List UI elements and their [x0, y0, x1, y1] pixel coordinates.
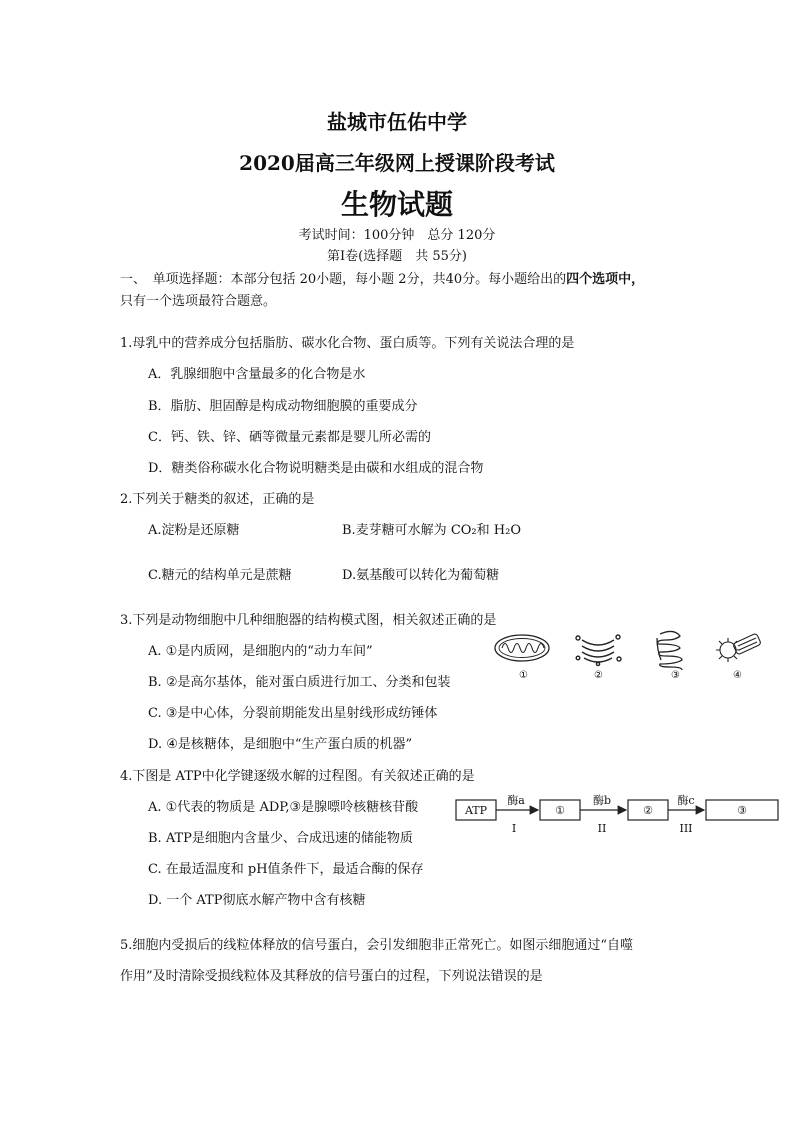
mitochondrion-icon [495, 635, 549, 661]
question-5-stem-line1: 5.细胞内受损后的线粒体释放的信号蛋白，会引发细胞非正常死亡。如图示细胞通过“自噬 [120, 938, 634, 953]
organelle-label-4: ④ [733, 670, 742, 681]
question-2-option-d: D.氨基酸可以转化为葡萄糖 [342, 568, 500, 583]
flow-box-2-label: ② [643, 804, 653, 817]
organelle-diagram [494, 628, 770, 684]
flow-box-3-label: ③ [737, 804, 747, 817]
question-4-option-b: B. ATP是细胞内含量少、合成迅速的储能物质 [148, 831, 413, 846]
section-instructions-line1 [120, 268, 644, 287]
question-1-option-c: C．钙、铁、锌、硒等微量元素都是婴儿所必需的 [148, 430, 431, 445]
question-2-option-b: B.麦芽糖可水解为 CO₂和 H₂O [342, 523, 521, 538]
question-1-stem: 1.母乳中的营养成分包括脂肪、碳水化合物、蛋白质等。下列有关说法合理的是 [120, 336, 575, 351]
step-3-label: III [679, 822, 693, 835]
enzyme-b-label: 酶b [592, 794, 612, 807]
question-3-stem: 3.下列是动物细胞中几种细胞器的结构模式图，相关叙述正确的是 [120, 613, 497, 628]
question-3-option-d: D. ④是核糖体，是细胞中“生产蛋白质的机器” [148, 737, 413, 752]
question-4-option-d: D. 一个 ATP彻底水解产物中含有核糖 [148, 893, 366, 908]
question-4-option-a: A. ①代表的物质是 ADP,③是腺嘌呤核糖核苷酸 [148, 800, 419, 815]
part-title: 第Ⅰ卷(选择题 共 55分) [327, 249, 467, 264]
golgi-apparatus-icon [576, 635, 621, 666]
enzyme-c-label: 酶c [677, 794, 695, 807]
enzyme-a-label: 酶a [507, 794, 525, 807]
subject-title: 生物试题 [340, 188, 453, 221]
atp-hydrolysis-diagram [454, 790, 784, 836]
question-3-option-c: C. ③是中心体，分裂前期能发出星射线形成纺锤体 [148, 706, 438, 721]
question-4-option-c: C. 在最适温度和 pH值条件下，最适合酶的保存 [148, 862, 424, 877]
section-instructions-line2: 只有一个选项最符合题意。 [120, 294, 277, 309]
section-instructions-bold: 四个选项中， [566, 272, 645, 287]
flow-box-1-label: ① [555, 804, 565, 817]
question-3-option-b: B. ②是高尔基体，能对蛋白质进行加工、分类和包装 [148, 675, 451, 690]
exam-title: 2020届高三年级网上授课阶段考试 [239, 151, 555, 175]
question-4-stem: 4.下图是 ATP中化学键逐级水解的过程图。有关叙述正确的是 [120, 769, 475, 784]
question-1-option-d: D．糖类俗称碳水化合物说明糖类是由碳和水组成的混合物 [148, 461, 484, 476]
school-name: 盐城市伍佑中学 [327, 110, 467, 134]
flow-box-atp-label: ATP [464, 804, 488, 817]
organelle-label-2: ② [594, 670, 603, 681]
question-2-stem: 2.下列关于糖类的叙述，正确的是 [120, 492, 315, 507]
section-instructions-text: 一、 单项选择题：本部分包括 20小题，每小题 2分，共40分。每小题给出的 [120, 272, 567, 287]
question-5-stem-line2: 作用”及时清除受损线粒体及其释放的信号蛋白的过程，下列说法错误的是 [120, 969, 543, 984]
step-1-label: I [511, 822, 517, 835]
organelle-label-3: ③ [671, 670, 680, 681]
time-score: 考试时间：100分钟 总分 120分 [298, 228, 496, 243]
step-2-label: II [597, 822, 607, 835]
centrosome-icon [716, 633, 761, 662]
question-2-option-a: A.淀粉是还原糖 [148, 523, 240, 538]
organelle-label-1: ① [519, 670, 528, 681]
question-1-option-b: B．脂肪、胆固醇是构成动物细胞膜的重要成分 [148, 399, 418, 414]
question-1-option-a: A．乳腺细胞中含量最多的化合物是水 [148, 367, 366, 382]
endoplasmic-reticulum-icon [657, 631, 682, 670]
question-2-option-c: C.糖元的结构单元是蔗糖 [148, 568, 292, 583]
question-3-option-a: A. ①是内质网，是细胞内的“动力车间” [148, 644, 373, 659]
